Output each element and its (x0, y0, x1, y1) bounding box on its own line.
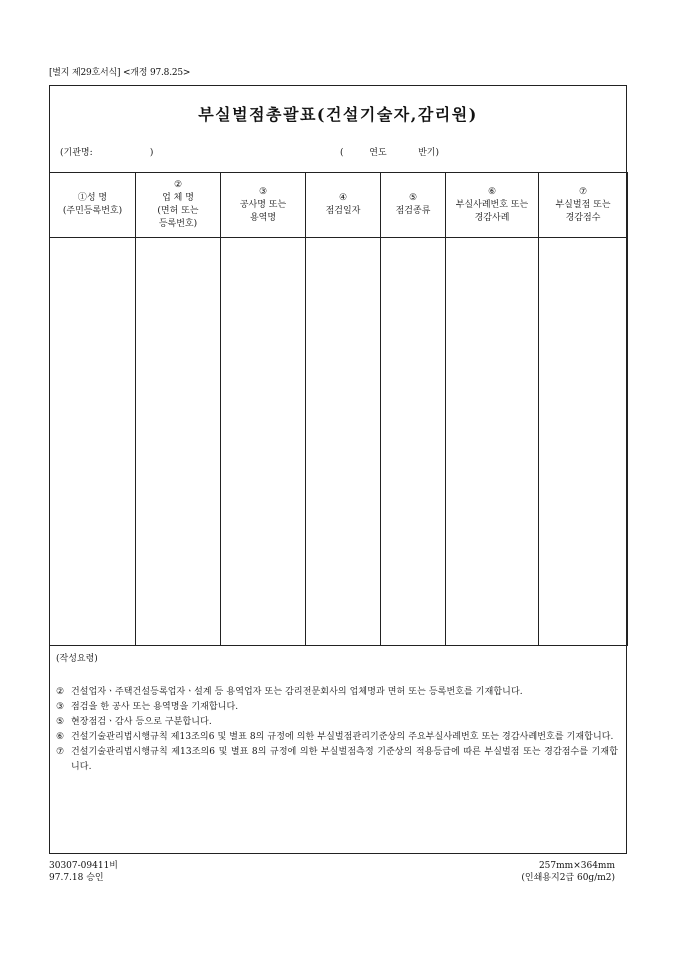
note-text: 건설기술관리법시행규칙 제13조의6 및 별표 8의 규정에 의한 부실벌점측정 기준상의 적용등급에 따른 부실벌점 또는 경감점수를 기재합니다. (71, 747, 618, 772)
paper-size: 257mm×364mm (538, 861, 615, 871)
cell-penalty-score[interactable] (539, 238, 628, 646)
header-project: ③ 공사명 또는 용역명 (221, 173, 306, 238)
header-name: ①성 명 (주민등록번호) (50, 173, 136, 238)
note-mark: ⑦ (56, 747, 65, 757)
note-mark: ⑤ (56, 717, 65, 727)
note-mark: ③ (56, 702, 65, 712)
cell-inspection-type[interactable] (381, 238, 446, 646)
cell-name[interactable] (50, 238, 136, 646)
note-text: 점검을 한 공사 또는 용역명을 기재합니다. (71, 702, 239, 712)
header-penalty-score: ⑦ 부실벌점 또는 경감점수 (539, 173, 628, 238)
list-item (56, 715, 618, 730)
paper-grade: (인쇄용지2급 60g/m2) (521, 873, 615, 883)
approval-info (49, 860, 118, 884)
cell-project[interactable] (221, 238, 306, 646)
form-frame (49, 85, 627, 854)
form-title: 부실벌점총괄표(건설기술자,감리원) (198, 105, 478, 124)
agency-name-field[interactable]: (기관명: ) (60, 148, 154, 158)
note-text: 건설기술관리법시행규칙 제13조의6 및 별표 8의 규정에 의한 부실벌점관리기준상의 주요부실사례번호 또는 경감사례번호를 기재합니다. (71, 732, 614, 742)
paper-spec (521, 860, 615, 884)
cell-inspection-date[interactable] (306, 238, 381, 646)
form-number: [별지 제29호서식] <개정 97.8.25> (49, 68, 191, 78)
instructions-heading: (작성요령) (56, 654, 98, 664)
list-item (56, 730, 618, 745)
year-half-field[interactable]: ( 연도 반기) (340, 148, 440, 158)
cell-case-number[interactable] (446, 238, 539, 646)
note-text: 건설업자ㆍ주택건설등록업자ㆍ설계 등 용역업자 또는 감리전문회사의 업체명과 면허 또는 등록번호를 기재합니다. (71, 687, 523, 697)
note-mark: ② (56, 687, 65, 697)
approval-date: 97.7.18 승인 (49, 873, 104, 883)
note-text: 현장점검ㆍ감사 등으로 구분합니다. (71, 717, 212, 727)
header-case-number: ⑥ 부실사례번호 또는 경감사례 (446, 173, 539, 238)
header-inspection-date: ④ 점검일자 (306, 173, 381, 238)
instructions (50, 644, 626, 775)
list-item (56, 745, 618, 775)
note-mark: ⑥ (56, 732, 65, 742)
list-item (56, 685, 618, 700)
list-item (56, 700, 618, 715)
header-company: ② 업 체 명 (면허 또는 등록번호) (136, 173, 221, 238)
table-body-row (50, 238, 628, 646)
cell-company[interactable] (136, 238, 221, 646)
header-inspection-type: ⑤ 점검종류 (381, 173, 446, 238)
approval-code: 30307-09411비 (49, 861, 118, 871)
penalty-table (49, 172, 628, 646)
